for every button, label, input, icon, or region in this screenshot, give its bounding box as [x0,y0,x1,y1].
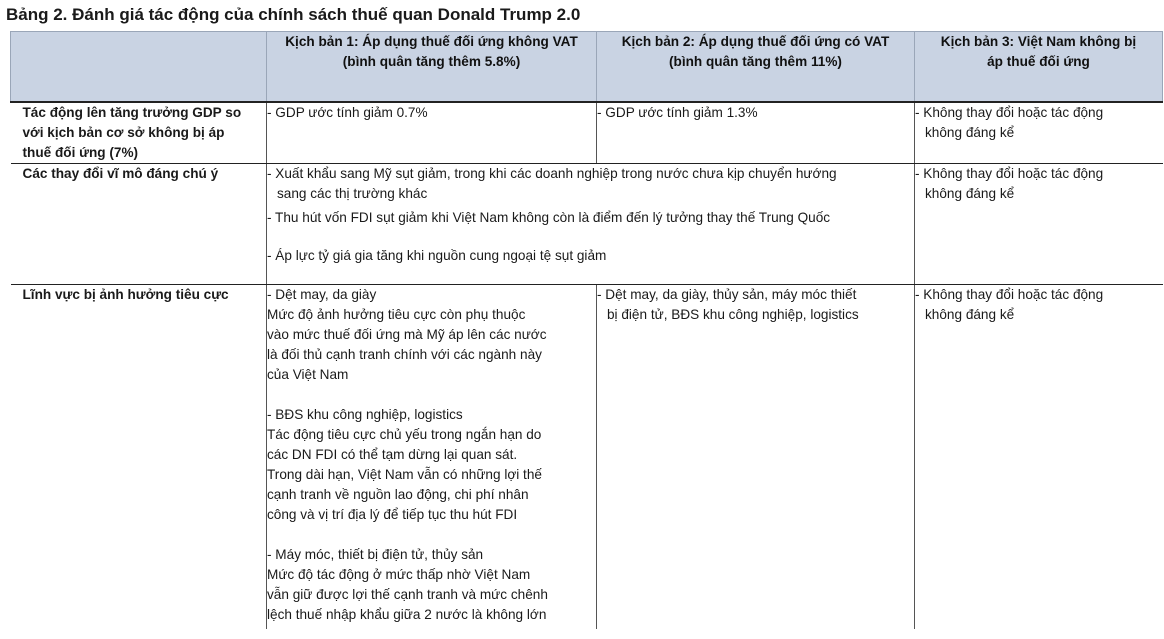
row-label-macro: Các thay đổi vĩ mô đáng chú ý [11,164,267,285]
cell-macro-scenarios-1-2: - Xuất khẩu sang Mỹ sụt giảm, trong khi các doanh nghiệp trong nước chưa kịp chuyển hướng sang các thị trường khác - Thu hút vốn FDI sụt giảm khi Việt Nam không còn là điểm đến lý tưởng thay thế Trung Quốc - Áp lực tỷ giá gia tăng khi nguồn cung ngoại tệ sụt giảm [267,164,915,285]
header-scenario-3: Kịch bản 3: Việt Nam không bị áp thuế đối ứng [915,32,1163,103]
row-label-gdp: Tác động lên tăng trưởng GDP so với kịch bản cơ sở không bị áp thuế đối ứng (7%) [11,102,267,164]
table-row-sectors [11,285,1163,630]
sector-block-machinery: - Máy móc, thiết bị điện tử, thủy sản Mức độ tác động ở mức thấp nhờ Việt Nam vẫn giữ được lợi thế cạnh tranh và mức chênh lệch thuế nhập khẩu giữa 2 nước là không lớn [267,547,548,622]
header-row [11,32,1163,103]
row-label-sectors: Lĩnh vực bị ảnh hưởng tiêu cực [22,287,229,302]
cell-sectors-scenario-2: - Dệt may, da giày, thủy sản, máy móc thiết bị điện tử, BĐS khu công nghiệp, logistics [597,285,915,630]
impact-table [10,31,1163,629]
table-row-gdp [11,102,1163,164]
cell-macro-scenario-3: - Không thay đổi hoặc tác động không đáng kể [915,164,1163,285]
header-scenario-1: Kịch bản 1: Áp dụng thuế đối ứng không VAT (bình quân tăng thêm 5.8%) [267,32,597,103]
cell-gdp-scenario-1: - GDP ước tính giảm 0.7% [267,102,597,164]
cell-sectors-scenario-1 [267,285,597,630]
cell-gdp-scenario-2: - GDP ước tính giảm 1.3% [597,102,915,164]
table-title: Bảng 2. Đánh giá tác động của chính sách thuế quan Donald Trump 2.0 [6,5,581,24]
sector-block-industrial-realestate: - BĐS khu công nghiệp, logistics Tác động tiêu cực chủ yếu trong ngắn hạn do các DN FDI có thể tạm dừng lại quan sát. Trong dài hạn, Việt Nam vẫn có những lợi thế cạnh tranh về nguồn lao động, chi phí nhân công và vị trí địa lý để tiếp tục thu hút FDI [267,407,542,522]
sector-block-textile: - Dệt may, da giày Mức độ ảnh hưởng tiêu cực còn phụ thuộc vào mức thuế đối ứng mà Mỹ áp lên các nước là đối thủ cạnh tranh chính với các ngành này của Việt Nam [267,287,547,382]
macro-item: - Áp lực tỷ giá gia tăng khi nguồn cung ngoại tệ sụt giảm [267,248,607,263]
header-scenario-2: Kịch bản 2: Áp dụng thuế đối ứng có VAT (bình quân tăng thêm 11%) [597,32,915,103]
header-empty-cell [11,32,267,103]
table-row-macro [11,164,1163,285]
macro-item: - Xuất khẩu sang Mỹ sụt giảm, trong khi các doanh nghiệp trong nước chưa kịp chuyển hướng [267,166,837,181]
cell-gdp-scenario-3: - Không thay đổi hoặc tác động không đáng kể [915,102,1163,164]
macro-item: - Thu hút vốn FDI sụt giảm khi Việt Nam không còn là điểm đến lý tưởng thay thế Trung Quốc [267,210,831,225]
cell-sectors-scenario-3: - Không thay đổi hoặc tác động không đáng kể [915,285,1163,630]
